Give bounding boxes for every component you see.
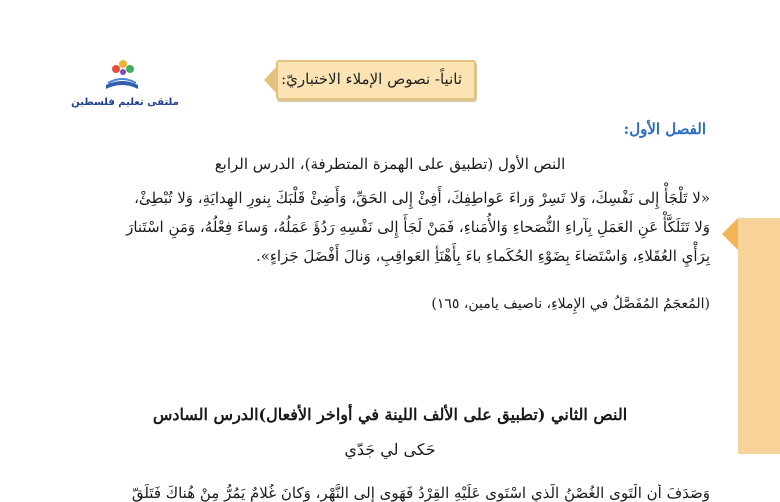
text2-subtitle: حَكى لي جَدّي — [344, 440, 436, 459]
section-badge — [276, 60, 476, 100]
text1-citation: (المُعجَمُ المُفَصَّلُ في الإِملاءِ، ناصيف يامين، ١٦٥) — [431, 296, 710, 312]
site-logo — [70, 55, 179, 115]
text1-line: بِرَأْيِ العُقَلاءِ، وَاسْتَضاءَ بِضَوْءِ الحُكَماءِ باءَ بِأَهْنَأِ العَواقِبِ، وَنالَ أَفْضَلَ جَزاءٍ». — [255, 247, 710, 265]
book-logo-icon — [102, 55, 142, 95]
text1-line: «لا تَلْجَأْ إِلى نَفْسِكَ، وَلا تَسِرْ وَراءَ عَواطِفِكَ، أَفِئْ إِلى الحَقِّ، وَأَضِئْ قَلْبَكَ بِنورِ الهِدايَةِ، وَلا تُبْطِئْ، — [134, 189, 710, 207]
text2-partial-line: وَصَدَفَ أَنِ الْتَوى الغُصْنُ الَّذي اسْتَوى عَلَيْهِ القِرْدُ فَهَوى إِلى النَّهْرِ، وَكانَ غُلامٌ يَمُرُّ مِنْ هُناكَ فَتَلَقّ — [131, 484, 710, 502]
text1-heading: النص الأول (تطبيق على الهمزة المتطرفة)، الدرس الرابع — [214, 155, 566, 173]
text1-paragraph — [120, 184, 710, 271]
text2-heading: النص الثاني (تطبيق على الألف اللينة في أواخر الأفعال)الدرس السادس — [152, 405, 628, 424]
chapter-title: الفصل الأول: — [623, 120, 706, 138]
section-badge-label: ثانياً- نصوص الإملاء الاختباريّ: — [281, 70, 462, 88]
text1-line: وَلا تَتَلَكَّأْ عَنِ العَمَلِ بِآراءِ النُّصَحاءِ وَالأُمَناءِ، فَمَنْ لَجَأَ إِلى نَفْسِهِ رَدُؤَ عَمَلُهُ، وَساءَ فِعْلُهُ، وَمَنِ اسْتَنارَ — [126, 218, 710, 236]
logo-text: ملتقى تعليم فلسطين — [71, 97, 179, 108]
